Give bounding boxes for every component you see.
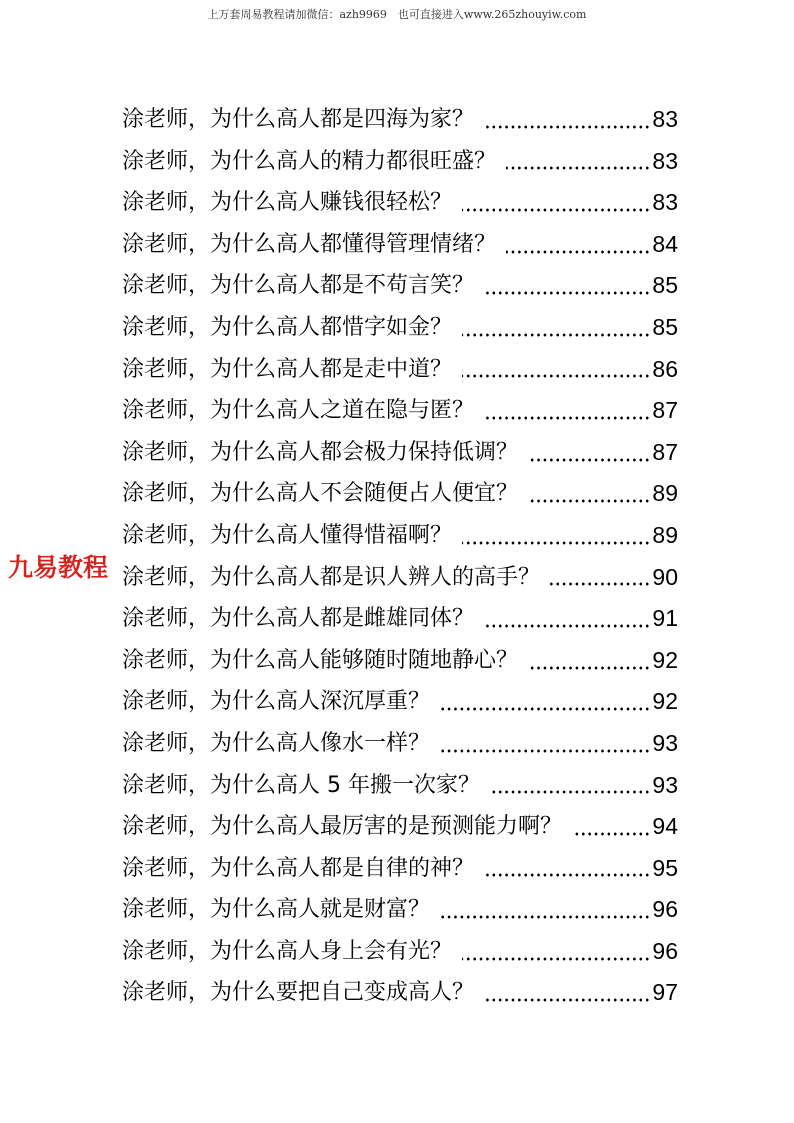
watermark-logo: 九易教程 <box>8 553 109 582</box>
toc-page-number: 95 <box>652 854 678 881</box>
table-of-contents <box>122 99 678 1014</box>
toc-dot-leader <box>484 873 650 877</box>
header-note: 上万套周易教程请加微信：azh9969 也可直接进入www.265zhouyiw.com <box>207 8 587 21</box>
toc-page-number: 87 <box>652 438 678 465</box>
toc-page-number: 96 <box>652 937 678 964</box>
toc-entry-title: 涂老师，为什么高人最厉害的是预测能力啊？ <box>122 814 563 840</box>
toc-dot-leader <box>440 915 650 919</box>
toc-page-number: 96 <box>652 896 678 923</box>
toc-entry-title: 涂老师，为什么高人都懂得管理情绪？ <box>122 231 497 257</box>
toc-entry[interactable] <box>122 265 678 307</box>
toc-entry-title: 涂老师，为什么高人就是财富？ <box>122 897 431 923</box>
toc-page-number: 85 <box>652 272 678 299</box>
toc-entry[interactable] <box>122 723 678 765</box>
toc-entry[interactable] <box>122 765 678 807</box>
toc-entry[interactable] <box>122 848 678 890</box>
toc-dot-leader <box>484 998 650 1002</box>
toc-entry[interactable] <box>122 473 678 515</box>
toc-page-number: 94 <box>652 813 678 840</box>
toc-entry-title: 涂老师，为什么高人都是识人辨人的高手？ <box>122 564 541 590</box>
toc-page-number: 90 <box>652 563 678 590</box>
toc-dot-leader <box>528 499 650 503</box>
toc-page-number: 92 <box>652 646 678 673</box>
toc-dot-leader <box>440 707 650 711</box>
toc-entry-title: 涂老师，为什么高人能够随时随地静心？ <box>122 647 519 673</box>
toc-page-number: 92 <box>652 688 678 715</box>
toc-entry[interactable] <box>122 931 678 973</box>
toc-entry[interactable] <box>122 182 678 224</box>
toc-entry[interactable] <box>122 681 678 723</box>
toc-page-number: 84 <box>652 230 678 257</box>
toc-entry[interactable] <box>122 640 678 682</box>
toc-dot-leader <box>462 541 650 545</box>
toc-entry[interactable] <box>122 99 678 141</box>
toc-entry[interactable] <box>122 972 678 1014</box>
toc-entry-title: 涂老师，为什么高人不会随便占人便宜？ <box>122 481 519 507</box>
toc-dot-leader <box>484 291 650 295</box>
toc-dot-leader <box>506 250 650 254</box>
toc-page-number: 83 <box>652 147 678 174</box>
toc-entry[interactable] <box>122 515 678 557</box>
toc-entry[interactable] <box>122 224 678 266</box>
toc-page-number: 89 <box>652 521 678 548</box>
toc-page-number: 85 <box>652 313 678 340</box>
toc-entry[interactable] <box>122 806 678 848</box>
toc-page-number: 83 <box>652 189 678 216</box>
toc-page-number: 93 <box>652 729 678 756</box>
toc-entry[interactable] <box>122 390 678 432</box>
toc-dot-leader <box>484 125 650 129</box>
toc-page-number: 86 <box>652 355 678 382</box>
toc-entry[interactable] <box>122 432 678 474</box>
toc-entry-title: 涂老师，为什么高人深沉厚重？ <box>122 689 431 715</box>
toc-dot-leader <box>528 458 650 462</box>
toc-entry-title: 涂老师，为什么高人都会极力保持低调？ <box>122 439 519 465</box>
toc-dot-leader <box>462 957 650 961</box>
toc-page-number: 93 <box>652 771 678 798</box>
toc-entry-title: 涂老师，为什么高人都是不苟言笑？ <box>122 273 475 299</box>
toc-dot-leader <box>506 166 650 170</box>
toc-dot-leader <box>440 749 650 753</box>
toc-dot-leader <box>550 582 650 586</box>
toc-dot-leader <box>490 790 650 794</box>
toc-dot-leader <box>572 832 650 836</box>
toc-entry[interactable] <box>122 557 678 599</box>
toc-entry-title: 涂老师，为什么高人都是自律的神？ <box>122 855 475 881</box>
toc-dot-leader <box>462 374 650 378</box>
toc-entry-title: 涂老师，为什么高人都是走中道？ <box>122 356 453 382</box>
toc-page-number: 97 <box>652 979 678 1006</box>
toc-entry-title: 涂老师，为什么高人之道在隐与匿？ <box>122 398 475 424</box>
toc-entry-title: 涂老师，为什么高人 5 年搬一次家？ <box>122 772 480 798</box>
toc-entry[interactable] <box>122 598 678 640</box>
toc-entry-title: 涂老师，为什么高人都是雌雄同体？ <box>122 606 475 632</box>
toc-entry[interactable] <box>122 349 678 391</box>
toc-entry-title: 涂老师，为什么高人都是四海为家？ <box>122 107 475 132</box>
toc-entry[interactable] <box>122 307 678 349</box>
toc-dot-leader <box>462 208 650 212</box>
toc-entry-title: 涂老师，为什么高人懂得惜福啊？ <box>122 522 453 548</box>
toc-entry[interactable] <box>122 889 678 931</box>
toc-entry-title: 涂老师，为什么高人的精力都很旺盛？ <box>122 148 497 174</box>
toc-dot-leader <box>484 416 650 420</box>
toc-dot-leader <box>462 333 650 337</box>
toc-page-number: 87 <box>652 397 678 424</box>
toc-page-number: 83 <box>652 106 678 132</box>
toc-page-number: 89 <box>652 480 678 507</box>
toc-entry-title: 涂老师，为什么高人身上会有光？ <box>122 938 453 964</box>
toc-entry-title: 涂老师，为什么高人像水一样？ <box>122 730 431 756</box>
toc-page-number: 91 <box>652 605 678 632</box>
toc-dot-leader <box>528 666 650 670</box>
toc-entry[interactable] <box>122 141 678 183</box>
toc-entry-title: 涂老师，为什么要把自己变成高人？ <box>122 980 475 1006</box>
toc-entry-title: 涂老师，为什么高人都惜字如金？ <box>122 314 453 340</box>
toc-entry-title: 涂老师，为什么高人赚钱很轻松？ <box>122 190 453 216</box>
toc-dot-leader <box>484 624 650 628</box>
